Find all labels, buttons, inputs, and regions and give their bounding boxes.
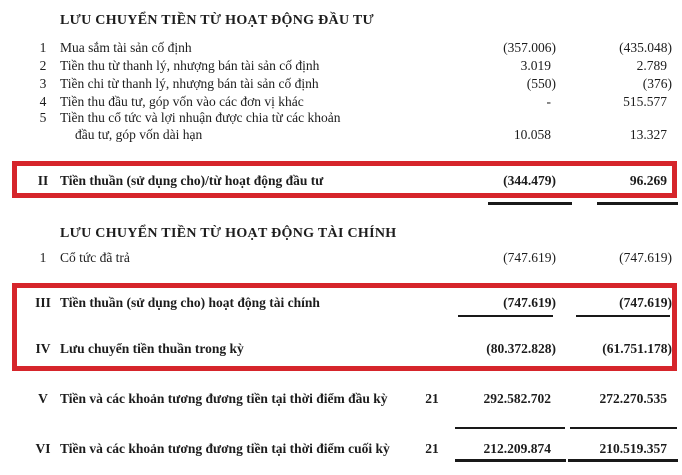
row-value-prior-year: (435.048) <box>619 40 672 55</box>
row-label: Tiền và các khoản tương đương tiền tại thời điểm đầu kỳ <box>60 391 388 406</box>
row-label: Tiền thuần (sử dụng cho)/từ hoạt động đầu tư <box>60 173 324 188</box>
row-value-prior-year: (376) <box>642 76 672 91</box>
row-value-prior-year: 96.269 <box>629 173 667 188</box>
row-value-prior-year: (747.619) <box>619 295 672 310</box>
table-row <box>0 109 682 145</box>
row-value-prior-year: (61.751.178) <box>602 341 672 356</box>
row-value-current-year: (357.006) <box>503 40 556 55</box>
table-row-total <box>0 294 682 311</box>
row-value-current-year: 3.019 <box>520 58 551 73</box>
table-row <box>0 57 682 74</box>
row-value-current-year: - <box>546 94 551 109</box>
table-row <box>0 75 682 92</box>
table-row-total <box>0 340 682 357</box>
row-value-current-year: (747.619) <box>503 295 556 310</box>
row-value-current-year: (344.479) <box>503 173 556 188</box>
row-value-prior-year: 210.519.357 <box>599 441 667 456</box>
row-value-current-year: (80.372.828) <box>486 341 556 356</box>
total-rule <box>597 202 678 205</box>
row-label: Tiền thu từ thanh lý, nhượng bán tài sản cố định <box>60 58 320 73</box>
table-row <box>0 93 682 110</box>
table-row-total <box>0 172 682 189</box>
row-value-current-year: (550) <box>526 76 556 91</box>
row-value-current-year: 212.209.874 <box>483 441 551 456</box>
row-label: Tiền và các khoản tương đương tiền tại thời điểm cuối kỳ <box>60 441 390 456</box>
row-number: III <box>35 295 51 310</box>
row-label-line2: đầu tư, góp vốn dài hạn <box>75 127 203 142</box>
note-ref: 21 <box>425 391 439 406</box>
row-value-prior-year: (747.619) <box>619 250 672 265</box>
section-title-financing: LƯU CHUYỂN TIỀN TỪ HOẠT ĐỘNG TÀI CHÍNH <box>60 226 397 241</box>
row-label: Cổ tức đã trả <box>60 250 130 265</box>
table-row-total <box>0 390 682 407</box>
total-rule <box>488 202 572 205</box>
row-number: IV <box>35 341 51 356</box>
row-number: 4 <box>39 94 47 109</box>
note-ref: 21 <box>425 441 439 456</box>
row-number: 1 <box>39 250 47 265</box>
row-label: Lưu chuyển tiền thuần trong kỳ <box>60 341 244 356</box>
grand-total-rule <box>455 459 566 462</box>
total-rule <box>570 427 677 429</box>
row-value-prior-year: 515.577 <box>623 94 667 109</box>
total-rule <box>455 427 565 429</box>
row-number: II <box>37 173 49 188</box>
row-value-prior-year: 272.270.535 <box>599 391 667 406</box>
row-number: 3 <box>39 76 47 91</box>
row-number: 2 <box>39 58 47 73</box>
row-label: Tiền chi từ thanh lý, nhượng bán tài sản cố định <box>60 76 319 91</box>
grand-total-rule <box>568 459 678 462</box>
row-value-current-year: 292.582.702 <box>483 391 551 406</box>
table-row <box>0 249 682 266</box>
row-label: Tiền thu đầu tư, góp vốn vào các đơn vị khác <box>60 94 304 109</box>
row-number: 5 <box>39 110 47 125</box>
section-title-investing: LƯU CHUYỂN TIỀN TỪ HOẠT ĐỘNG ĐẦU TƯ <box>60 13 375 28</box>
table-row <box>0 39 682 56</box>
total-rule <box>576 315 670 317</box>
row-label: Tiền thuần (sử dụng cho) hoạt động tài chính <box>60 295 320 310</box>
row-value-prior-year: 13.327 <box>629 127 667 142</box>
row-number: 1 <box>39 40 47 55</box>
row-value-current-year: 10.058 <box>513 127 551 142</box>
row-label: Mua sắm tài sản cố định <box>60 40 192 55</box>
table-row-total <box>0 440 682 457</box>
total-rule <box>458 315 553 317</box>
row-number: VI <box>35 441 51 456</box>
row-value-current-year: (747.619) <box>503 250 556 265</box>
row-number: V <box>38 391 48 406</box>
row-label-line1: Tiền thu cổ tức và lợi nhuận được chia từ các khoản <box>60 110 341 125</box>
row-value-prior-year: 2.789 <box>636 58 667 73</box>
